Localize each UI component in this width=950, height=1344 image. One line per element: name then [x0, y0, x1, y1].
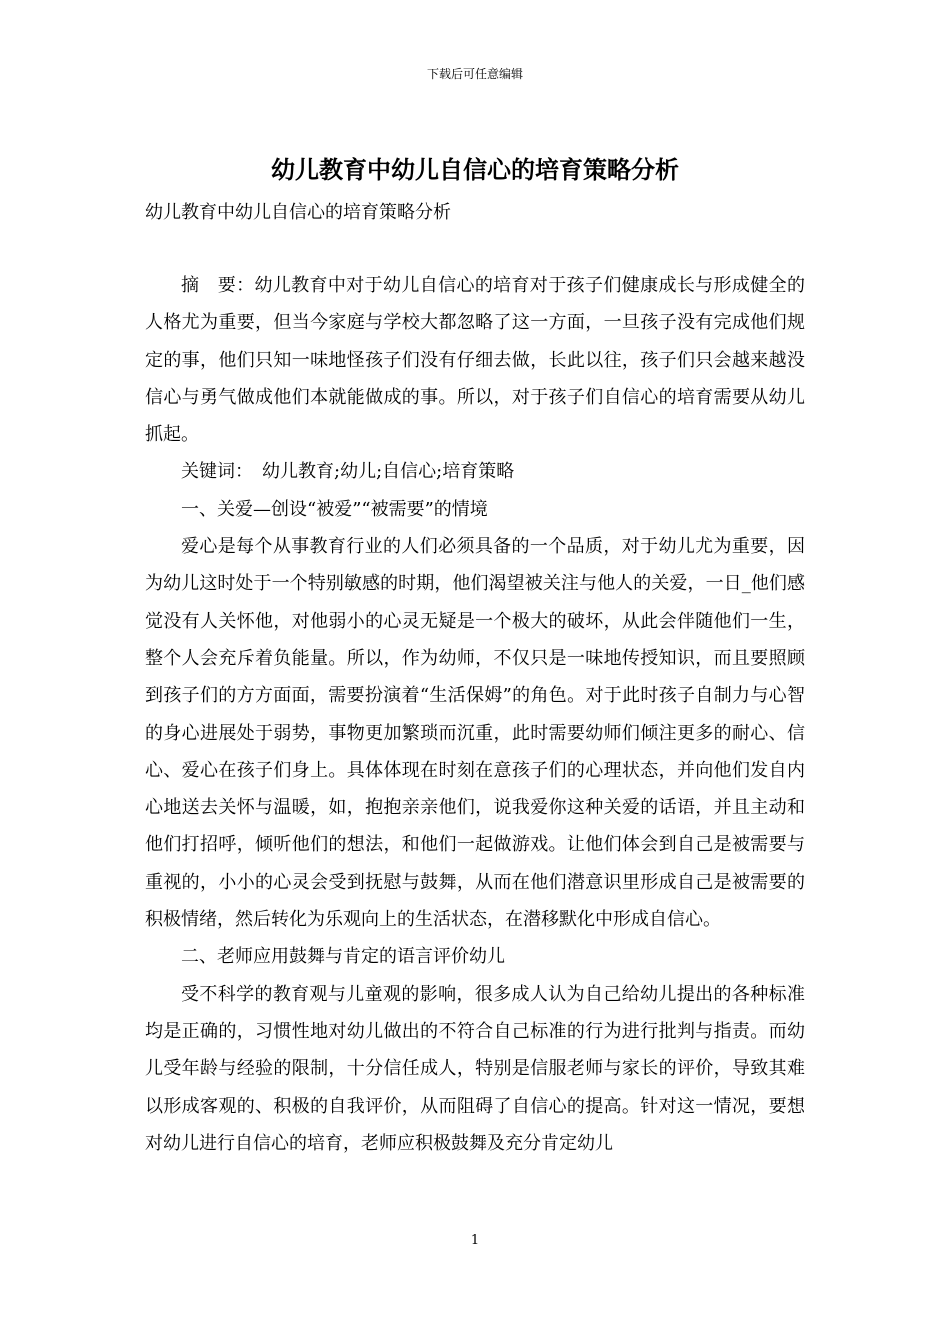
section-1-heading: 一、关爱—创设“被爱”“被需要”的情境 — [181, 498, 488, 520]
page-header-note: 下载后可任意编辑 — [426, 67, 523, 81]
page-number: 1 — [470, 1233, 480, 1248]
document-subtitle: 幼儿教育中幼儿自信心的培育策略分析 — [145, 202, 451, 223]
keywords-line: 关键词： 幼儿教育;幼儿;自信心;培育策略 — [181, 461, 515, 483]
document-body — [145, 267, 805, 1162]
document-title: 幼儿教育中幼儿自信心的培育策略分析 — [271, 155, 679, 184]
abstract-paragraph: 摘 要：幼儿教育中对于幼儿自信心的培育对于孩子们健康成长与形成健全的人格尤为重要，但当今家庭与学校大都忽略了这一方面，一旦孩子没有完成他们规定的事，他们只知一味地怪孩子们没有仔细去做，长此以往，孩子们只会越来越没信心与勇气做成他们本就能做成的事。所以，对于孩子们自信心的培育需要从幼儿抓起。 — [145, 275, 805, 446]
section-1-paragraph: 爱心是每个从事教育行业的人们必须具备的一个品质，对于幼儿尤为重要，因为幼儿这时处于一个特别敏感的时期，他们渴望被关注与他人的关爱，一日_他们感觉没有人关怀他，对他弱小的心灵无疑是一个极大的破坏，从此会伴随他们一生，整个人会充斥着负能量。所以，作为幼师，不仅只是一味地传授知识，而且要照顾到孩子们的方方面面，需要扮演着“生活保姆”的角色。对于此时孩子自制力与心智的身心进展处于弱势，事物更加繁琐而沉重，此时需要幼师们倾注更多的耐心、信心、爱心在孩子们身上。具体体现在时刻在意孩子们的心理状态，并向他们发自内心地送去关怀与温暖，如，抱抱亲亲他们，说我爱你这种关爱的话语，并且主动和他们打招呼，倾听他们的想法，和他们一起做游戏。让他们体会到自己是被需要与重视的，小小的心灵会受到抚慰与鼓舞，从而在他们潜意识里形成自己是被需要的积极情绪，然后转化为乐观向上的生活状态，在潜移默化中形成自信心。 — [145, 536, 805, 931]
section-2-paragraph: 受不科学的教育观与儿童观的影响，很多成人认为自己给幼儿提出的各种标准均是正确的，习惯性地对幼儿做出的不符合自己标准的行为进行批判与指责。而幼儿受年龄与经验的限制，十分信任成人，特别是信服老师与家长的评价，导致其难以形成客观的、积极的自我评价，从而阻碍了自信心的提高。针对这一情况，要想对幼儿进行自信心的培育，老师应积极鼓舞及充分肯定幼儿 — [145, 983, 805, 1154]
section-2-heading: 二、老师应用鼓舞与肯定的语言评价幼儿 — [181, 946, 505, 968]
